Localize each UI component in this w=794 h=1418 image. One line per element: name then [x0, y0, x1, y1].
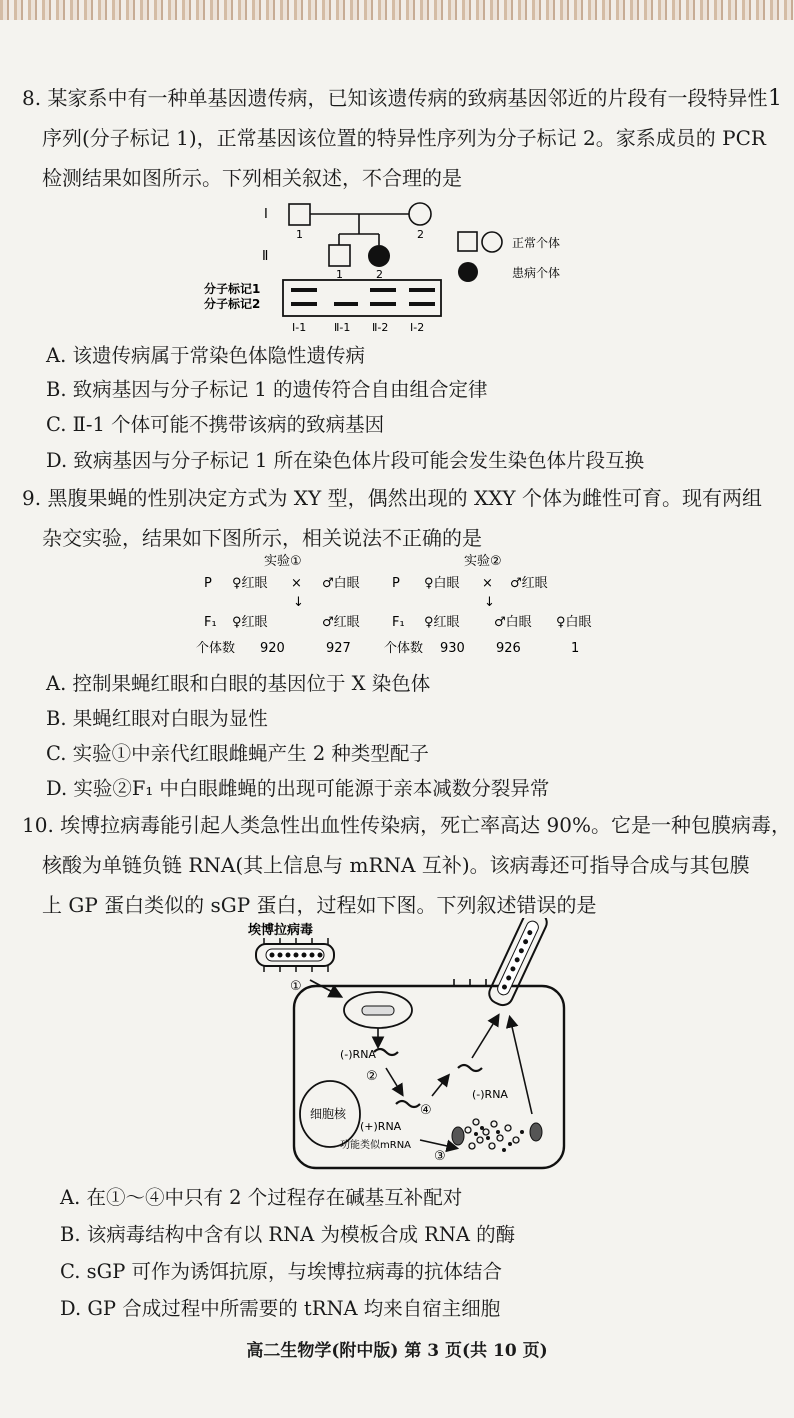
q9-line-2: 杂交实验，结果如下图所示，相关说法不正确的是 [42, 526, 482, 550]
exp1-p-female: ♀红眼 [232, 576, 268, 591]
exp1-f1-male: ♂红眼 [322, 615, 360, 630]
exp2-count-female-red: 930 [440, 641, 465, 656]
q8-option-c: C. Ⅱ-1 个体可能不携带该病的致病基因 [46, 413, 385, 436]
protein-dots [474, 1126, 524, 1152]
exp2-count-male-white: 926 [496, 641, 521, 656]
question-9-stem [22, 478, 762, 558]
exp2-f1-female-red: ♀红眼 [424, 615, 460, 630]
ii1-male-normal [329, 245, 350, 266]
i2-female-normal [409, 203, 431, 225]
exp1-f1-female: ♀红眼 [232, 615, 268, 630]
i1-male-normal [289, 204, 310, 225]
exp2-cross-sign: × [482, 576, 493, 591]
band-ii2-marker1 [370, 288, 396, 292]
q10-line-3: 上 GP 蛋白类似的 sGP 蛋白，过程如下图。下列叙述错误的是 [42, 893, 597, 917]
neg-rna-label: (-)RNA [340, 1048, 376, 1061]
question-8-stem [22, 78, 768, 198]
q10-option-b: B. 该病毒结构中含有以 RNA 为模板合成 RNA 的酶 [60, 1223, 516, 1246]
i1-number: 1 [296, 228, 303, 241]
page-footer: 高二生物学(附中版) 第 3 页(共 10 页) [246, 1341, 548, 1361]
q9-option-c: C. 实验①中亲代红眼雌蝇产生 2 种类型配子 [46, 742, 429, 765]
gen2-label: Ⅱ [262, 249, 269, 264]
step-1-arrow [310, 980, 340, 996]
q10-option-a: A. 在①～④中只有 2 个过程存在碱基互补配对 [60, 1186, 463, 1209]
q10-option-d: D. GP 合成过程中所需要的 tRNA 均来自宿主细胞 [60, 1297, 501, 1320]
i2-number: 2 [417, 228, 424, 241]
exp1-count-male: 927 [326, 641, 351, 656]
exp1-cross-sign: × [291, 576, 302, 591]
exp2-count-female-white: 1 [571, 641, 580, 656]
q8-option-a: A. 该遗传病属于常染色体隐性遗传病 [46, 344, 365, 367]
assembly-arrow-1 [472, 1016, 498, 1058]
q8-line-3: 检测结果如图所示。下列相关叙述，不合理的是 [42, 166, 462, 190]
exp1-arrow: ↓ [293, 595, 304, 610]
neg-rna-label-2: (-)RNA [472, 1088, 508, 1101]
exp2-f1-male-white: ♂白眼 [494, 615, 532, 630]
exp2-p-male: ♂红眼 [510, 576, 548, 591]
exp1-p-label: P [204, 576, 212, 591]
mrna-like-label: 功能类似mRNA [340, 1140, 412, 1151]
step-4-label: ④ [420, 1103, 432, 1118]
q10-line-2: 核酸为单链负链 RNA(其上信息与 mRNA 互补)。该病毒还可指导合成与其包膜 [42, 853, 750, 877]
lane-label-4: Ⅰ-2 [410, 321, 425, 334]
legend-normal-square [458, 232, 477, 251]
uncoating-virus [362, 1006, 394, 1015]
band-ii1-marker2 [334, 302, 358, 306]
q10-line-1: 10. 埃博拉病毒能引起人类急性出血性传染病，死亡率高达 90%。它是一种包膜病毒， [22, 813, 791, 837]
ebola-virus-particle [256, 938, 334, 972]
ii2-number: 2 [376, 268, 383, 281]
q9-line-1: 9. 黑腹果蝇的性别决定方式为 XY 型，偶然出现的 XXY 个体为雌性可育。现有两组 [22, 486, 762, 510]
question-10-stem [22, 805, 791, 925]
ebola-diagram [236, 918, 576, 1174]
exp2-title: 实验② [464, 554, 502, 569]
lane-label-2: Ⅱ-1 [334, 321, 351, 334]
nucleus-label: 细胞核 [310, 1107, 347, 1121]
band-i1-marker1 [291, 288, 317, 292]
gen1-label: Ⅰ [264, 207, 268, 222]
exp1-title: 实验① [264, 554, 302, 569]
exp2-p-label: P [392, 576, 400, 591]
budding-virus [486, 918, 550, 1008]
band-ii2-marker2 [370, 302, 396, 306]
neg-rna-strand [374, 1049, 398, 1055]
exp2-f1-female-white: ♀白眼 [556, 615, 592, 630]
marker2-label: 分子标记2 [204, 297, 261, 311]
legend-normal-label: 正常个体 [512, 236, 561, 250]
gel-box [283, 280, 441, 316]
step-4-arrow [432, 1076, 448, 1096]
exp1-p-male: ♂白眼 [322, 576, 360, 591]
pedigree-figure [196, 196, 616, 336]
step-2-arrow [386, 1068, 402, 1094]
legend-affected-label: 患病个体 [512, 266, 561, 280]
pos-rna-label: (+)RNA [360, 1120, 402, 1133]
q10-option-c: C. sGP 可作为诱饵抗原，与埃博拉病毒的抗体结合 [60, 1260, 503, 1283]
q8-option-b: B. 致病基因与分子标记 1 的遗传符合自由组合定律 [46, 378, 488, 401]
exp1-f1-label: F₁ [204, 615, 217, 630]
q8-line-2: 序列(分子标记 1)，正常基因该位置的特异性序列为分子标记 2。家系成员的 PCR [42, 126, 766, 150]
cross-experiment-figure [196, 550, 616, 660]
legend-normal-circle [482, 232, 502, 252]
edge-mark: 1 [768, 86, 782, 111]
ii1-number: 1 [336, 268, 343, 281]
q8-option-d: D. 致病基因与分子标记 1 所在染色体片段可能会发生染色体片段互换 [46, 449, 645, 472]
exp1-count-label: 个体数 [196, 641, 236, 656]
band-i1-marker2 [291, 302, 317, 306]
band-i2-marker1 [409, 288, 435, 292]
ribosome-2 [530, 1123, 542, 1141]
exp2-count-label: 个体数 [384, 641, 424, 656]
ii2-female-affected [368, 245, 390, 267]
exp2-arrow: ↓ [484, 595, 495, 610]
step-3-label: ③ [434, 1149, 446, 1164]
q9-option-a: A. 控制果蝇红眼和白眼的基因位于 X 染色体 [46, 672, 431, 695]
ribosome-1 [452, 1127, 464, 1145]
scan-top-band [0, 0, 794, 20]
exp2-f1-label: F₁ [392, 615, 405, 630]
step-1-label: ① [290, 979, 302, 994]
q9-option-b: B. 果蝇红眼对白眼为显性 [46, 707, 268, 730]
virus-label: 埃博拉病毒 [248, 923, 314, 938]
q8-line-1: 8. 某家系中有一种单基因遗传病，已知该遗传病的致病基因邻近的片段有一段特异性 [22, 86, 768, 110]
new-neg-rna-strand [458, 1065, 482, 1071]
q9-option-d: D. 实验②F₁ 中白眼雌蝇的出现可能源于亲本减数分裂异常 [46, 777, 550, 800]
pos-rna-strand [396, 1101, 420, 1107]
band-i2-marker2 [409, 302, 435, 306]
marker1-label: 分子标记1 [204, 282, 261, 296]
assembly-arrow-2 [510, 1018, 532, 1114]
step-2-label: ② [366, 1069, 378, 1084]
exp2-p-female: ♀白眼 [424, 576, 460, 591]
lane-label-1: Ⅰ-1 [292, 321, 307, 334]
step-3-arrow [420, 1140, 456, 1148]
exp1-count-female: 920 [260, 641, 285, 656]
legend-affected-circle [458, 262, 478, 282]
lane-label-3: Ⅱ-2 [372, 321, 389, 334]
